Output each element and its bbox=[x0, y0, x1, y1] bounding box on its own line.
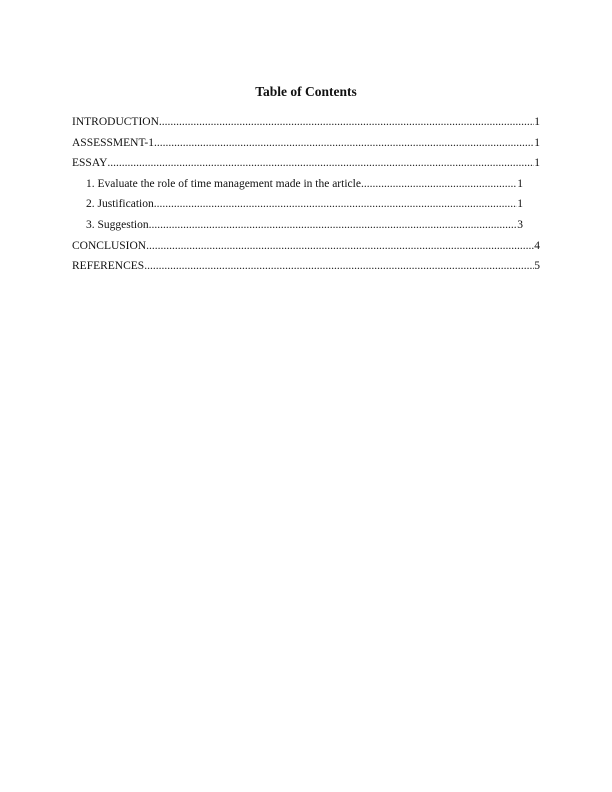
toc-entry bbox=[72, 133, 540, 154]
dot-leader bbox=[361, 174, 517, 195]
toc-entry-label: INTRODUCTION bbox=[72, 116, 159, 128]
toc-entry-label: CONCLUSION bbox=[72, 239, 147, 252]
dot-leader bbox=[146, 236, 534, 257]
toc-page-number: 1 bbox=[534, 116, 540, 128]
dot-leader bbox=[144, 256, 534, 277]
toc-entry bbox=[72, 215, 540, 236]
toc-entry-label: 1. Evaluate the role of time management made in the article bbox=[86, 177, 361, 190]
page-title: Table of Contents bbox=[255, 84, 357, 99]
toc-entry bbox=[72, 194, 540, 215]
dot-leader bbox=[154, 133, 534, 154]
toc-entry-label: ASSESSMENT-1 bbox=[72, 136, 155, 149]
toc-page-number: 5 bbox=[534, 260, 540, 273]
toc-list bbox=[72, 112, 540, 277]
toc-entry-label: 2. Justification bbox=[86, 198, 154, 211]
toc-entry bbox=[72, 236, 540, 257]
toc-entry bbox=[72, 174, 540, 195]
dot-leader bbox=[154, 194, 518, 215]
toc-entry bbox=[72, 112, 540, 133]
dot-leader bbox=[149, 215, 518, 236]
dot-leader bbox=[159, 112, 534, 133]
toc-entry bbox=[72, 153, 540, 174]
toc-page-number: 1 bbox=[517, 177, 523, 190]
toc-page-number: 1 bbox=[517, 198, 523, 211]
table-of-contents bbox=[72, 84, 540, 277]
toc-entry bbox=[72, 256, 540, 277]
toc-page-number: 3 bbox=[517, 218, 523, 231]
toc-entry-label: ESSAY bbox=[72, 157, 108, 170]
toc-page-number: 4 bbox=[534, 239, 540, 252]
dot-leader bbox=[107, 153, 534, 174]
toc-entry-label: 3. Suggestion bbox=[86, 218, 149, 231]
toc-page-number: 1 bbox=[534, 136, 540, 149]
toc-page-number: 1 bbox=[534, 157, 540, 170]
toc-entry-label: REFERENCES bbox=[72, 260, 145, 273]
